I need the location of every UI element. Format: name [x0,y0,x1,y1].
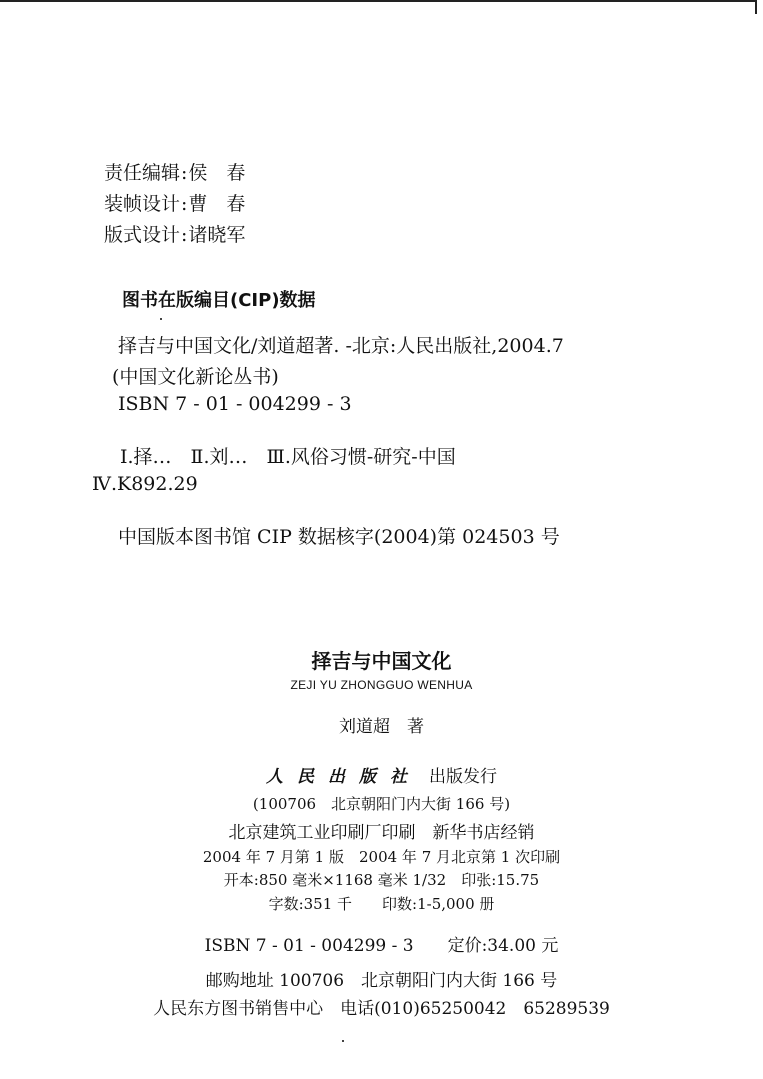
speck [342,1040,344,1042]
edition-line: 2004 年 7 月第 1 版 2004 年 7 月北京第 1 次印刷 [202,848,561,866]
cip-record-number: 中国版本图书馆 CIP 数据核字(2004)第 024503 号 [118,526,560,548]
book-title: 择吉与中国文化 [311,649,452,673]
cip-main-entry: 择吉与中国文化/刘道超著. -北京:人民出版社,2004.7 [118,335,564,357]
book-title-pinyin: ZEJI YU ZHONGGUO WENHUA [290,678,473,692]
publisher-suffix: 出版发行 [429,767,497,787]
sales-center-line: 人民东方图书销售中心 电话(010)65250042 65289539 [153,999,610,1019]
credit-layout-design [104,220,245,247]
publisher-address: (100706 北京朝阳门内大街 166 号) [252,795,511,813]
credit-person: 曹 春 [188,193,246,215]
credit-person: 诸晓军 [188,224,246,246]
credit-separator: : [181,162,188,184]
author-line: 刘道超 著 [339,717,424,737]
credit-role: 装帧设计 [104,193,181,215]
credit-person: 侯 春 [188,162,246,184]
top-border-line [0,0,755,2]
mail-order-line: 邮购地址 100706 北京朝阳门内大街 166 号 [205,971,558,991]
corner-border-line [755,0,757,14]
publisher-line [0,762,763,787]
cip-heading: 图书在版编目(CIP)数据 [122,290,316,311]
cip-classification: Ⅳ.K892.29 [92,473,198,495]
publisher-logo-text: 人民出版社 [266,767,421,787]
isbn-price-line: ISBN 7 - 01 - 004299 - 3 定价:34.00 元 [204,936,559,956]
printer-line: 北京建筑工业印刷厂印刷 新华书店经销 [228,823,535,843]
print-run-line: 字数:351 千 印数:1-5,000 册 [268,895,495,913]
cip-series: (中国文化新论丛书) [112,366,279,388]
credit-role: 版式设计 [104,224,181,246]
credit-cover-design [104,189,245,216]
credit-role: 责任编辑 [104,162,181,184]
credit-editor [104,158,245,185]
cip-isbn: ISBN 7 - 01 - 004299 - 3 [118,393,352,415]
speck [160,318,162,320]
credit-separator: : [181,224,188,246]
format-line: 开本:850 毫米×1168 毫米 1/32 印张:15.75 [223,871,540,889]
cip-subject-headings: Ⅰ.择… Ⅱ.刘… Ⅲ.风俗习惯-研究-中国 [120,446,456,468]
credit-separator: : [181,193,188,215]
